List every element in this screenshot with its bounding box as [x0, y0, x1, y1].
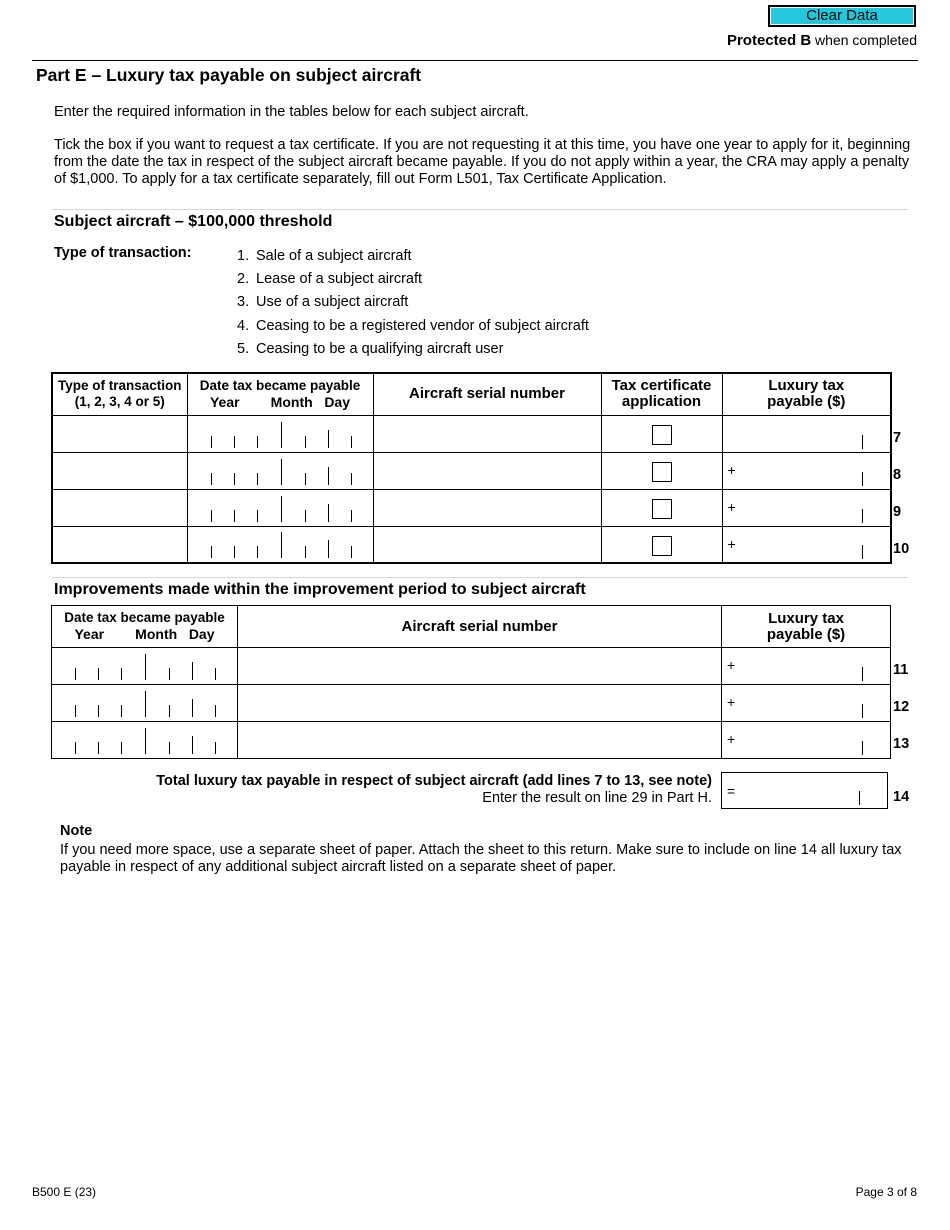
transaction-type-input[interactable]	[52, 526, 187, 563]
plus-sign: +	[727, 694, 736, 710]
table-row	[52, 526, 891, 563]
col-aircraft-serial-number: Aircraft serial number	[238, 606, 722, 648]
transaction-type-text: Ceasing to be a registered vendor of subject aircraft	[256, 317, 589, 334]
serial-number-input[interactable]	[238, 648, 722, 685]
transaction-type-input[interactable]	[52, 452, 187, 489]
cents-separator	[862, 509, 863, 523]
date-digit-separator	[169, 742, 170, 754]
plus-sign: +	[727, 461, 736, 478]
date-digit-separator	[192, 736, 193, 754]
serial-number-input[interactable]	[373, 489, 601, 526]
date-digit-separator	[215, 668, 216, 680]
date-digit-separator	[281, 459, 282, 485]
note-title: Note	[60, 823, 93, 839]
line-number: 9	[893, 504, 902, 520]
table-row	[52, 722, 891, 759]
cents-separator	[862, 741, 863, 755]
equals-sign: =	[727, 783, 736, 799]
date-digit-separator	[215, 742, 216, 754]
date-input[interactable]	[52, 685, 238, 722]
cents-separator	[862, 545, 863, 559]
date-input[interactable]	[187, 489, 373, 526]
tax-certificate-checkbox[interactable]	[652, 499, 672, 519]
part-e-intro: Enter the required information in the tables below for each subject aircraft.	[54, 104, 529, 120]
tax-certificate-cell	[601, 489, 722, 526]
line-number: 11	[893, 662, 909, 678]
col-date-tax-payable: Date tax became payable Year Month Day	[52, 606, 238, 648]
cents-separator	[862, 472, 863, 486]
clear-data-button[interactable]: Clear Data	[768, 5, 916, 27]
luxury-tax-input[interactable]	[722, 489, 891, 526]
tax-certificate-checkbox[interactable]	[652, 536, 672, 556]
tax-certificate-checkbox[interactable]	[652, 462, 672, 482]
transaction-type-text: Ceasing to be a qualifying aircraft user	[256, 340, 504, 357]
line-number: 12	[893, 699, 910, 715]
transaction-type-input[interactable]	[52, 489, 187, 526]
part-e-title: Part E – Luxury tax payable on subject aircraft	[36, 65, 422, 85]
date-digit-separator	[328, 430, 329, 448]
total-luxury-tax-input[interactable]	[721, 772, 888, 809]
date-digit-separator	[75, 705, 76, 717]
date-digit-separator	[257, 473, 258, 485]
cents-separator	[862, 435, 863, 449]
date-digit-separator	[351, 546, 352, 558]
table-row	[52, 452, 891, 489]
date-digit-separator	[211, 473, 212, 485]
cents-separator	[862, 667, 863, 681]
line-number-14: 14	[893, 789, 910, 805]
transaction-type-number: 1.	[237, 248, 250, 264]
form-code: B500 E (23)	[32, 1185, 97, 1199]
protected-b-rest: when completed	[811, 32, 917, 48]
date-digit-separator	[257, 510, 258, 522]
transaction-type-number: 5.	[237, 340, 250, 357]
protected-b-label	[727, 32, 917, 49]
date-input[interactable]	[52, 722, 238, 759]
table-row	[52, 685, 891, 722]
date-digit-separator	[145, 691, 146, 717]
date-digit-separator	[121, 705, 122, 717]
date-digit-separator	[211, 546, 212, 558]
subject-aircraft-title: Subject aircraft – $100,000 threshold	[54, 213, 333, 230]
transaction-type-item	[237, 315, 589, 338]
improvements-title: Improvements made within the improvement period to subject aircraft	[54, 581, 586, 598]
date-digit-separator	[257, 546, 258, 558]
line-number: 13	[893, 736, 910, 752]
date-input[interactable]	[187, 526, 373, 563]
date-input[interactable]	[187, 415, 373, 452]
col-aircraft-serial-number: Aircraft serial number	[373, 373, 601, 415]
section-divider	[52, 577, 908, 578]
serial-number-input[interactable]	[373, 526, 601, 563]
luxury-tax-input[interactable]	[722, 722, 891, 759]
serial-number-input[interactable]	[238, 722, 722, 759]
transaction-type-number: 3.	[237, 294, 250, 311]
date-digit-separator	[169, 668, 170, 680]
date-digit-separator	[351, 510, 352, 522]
date-digit-separator	[328, 467, 329, 485]
date-digit-separator	[145, 728, 146, 754]
table-row	[52, 415, 891, 452]
col-date-tax-payable: Date tax became payable Year Month Day	[187, 373, 373, 415]
luxury-tax-input[interactable]	[722, 648, 891, 685]
date-digit-separator	[234, 546, 235, 558]
date-digit-separator	[98, 705, 99, 717]
date-digit-separator	[351, 436, 352, 448]
date-digit-separator	[211, 510, 212, 522]
date-digit-separator	[257, 436, 258, 448]
plus-sign: +	[727, 498, 736, 515]
date-digit-separator	[328, 540, 329, 558]
serial-number-input[interactable]	[373, 415, 601, 452]
date-digit-separator	[305, 473, 306, 485]
date-digit-separator	[192, 662, 193, 680]
plus-sign: +	[727, 535, 736, 552]
cents-separator	[862, 704, 863, 718]
date-digit-separator	[281, 496, 282, 522]
col-type-of-transaction: Type of transaction (1, 2, 3, 4 or 5)	[52, 373, 187, 415]
date-digit-separator	[211, 436, 212, 448]
luxury-tax-input[interactable]	[722, 526, 891, 563]
tax-certificate-cell	[601, 452, 722, 489]
luxury-tax-input[interactable]	[722, 685, 891, 722]
tax-certificate-cell	[601, 415, 722, 452]
tax-certificate-cell	[601, 526, 722, 563]
transaction-type-item	[237, 268, 589, 291]
date-digit-separator	[121, 742, 122, 754]
date-digit-separator	[234, 473, 235, 485]
serial-number-input[interactable]	[238, 685, 722, 722]
date-digit-separator	[98, 668, 99, 680]
transaction-type-number: 4.	[237, 317, 250, 334]
line-number: 10	[893, 541, 910, 557]
line-number: 8	[893, 467, 902, 483]
note-text: If you need more space, use a separate sheet of paper. Attach the sheet to this return. Make sure to include on line 14 all luxury tax payable in respect of any additional subject aircraft listed on a separate sheet of paper.	[60, 842, 902, 875]
col-luxury-tax-payable: Luxury tax payable ($)	[722, 606, 891, 648]
date-digit-separator	[75, 742, 76, 754]
date-digit-separator	[169, 705, 170, 717]
luxury-tax-input[interactable]	[722, 415, 891, 452]
total-label	[156, 773, 712, 807]
transaction-type-item	[237, 338, 589, 361]
date-digit-separator	[145, 654, 146, 680]
table-row	[52, 489, 891, 526]
date-input[interactable]	[52, 648, 238, 685]
transaction-type-text: Use of a subject aircraft	[256, 294, 409, 311]
date-digit-separator	[281, 532, 282, 558]
date-digit-separator	[305, 436, 306, 448]
date-digit-separator	[351, 473, 352, 485]
total-label-main: Total luxury tax payable in respect of subject aircraft (add lines 7 to 13, see note)	[156, 773, 712, 789]
date-digit-separator	[121, 668, 122, 680]
date-digit-separator	[328, 504, 329, 522]
transaction-type-number: 2.	[237, 271, 250, 288]
line-number: 7	[893, 430, 902, 446]
section-divider	[52, 209, 908, 210]
page-number: Page 3 of 8	[855, 1185, 917, 1199]
date-digit-separator	[234, 436, 235, 448]
col-tax-certificate-application: Tax certificate application	[601, 373, 722, 415]
transaction-type-item	[237, 291, 589, 314]
serial-number-input[interactable]	[373, 452, 601, 489]
type-of-transaction-list	[237, 245, 589, 361]
date-digit-separator	[215, 705, 216, 717]
transaction-type-text: Sale of a subject aircraft	[256, 248, 412, 264]
plus-sign: +	[727, 731, 736, 747]
transaction-type-item	[237, 245, 589, 268]
tax-certificate-checkbox[interactable]	[652, 425, 672, 445]
header-divider	[32, 60, 918, 61]
transaction-type-text: Lease of a subject aircraft	[256, 271, 423, 288]
subject-aircraft-table	[51, 372, 892, 564]
type-of-transaction-label: Type of transaction:	[54, 245, 192, 261]
cents-separator	[859, 791, 860, 805]
transaction-type-input[interactable]	[52, 415, 187, 452]
date-digit-separator	[75, 668, 76, 680]
date-digit-separator	[98, 742, 99, 754]
date-digit-separator	[234, 510, 235, 522]
col-luxury-tax-payable: Luxury tax payable ($)	[722, 373, 891, 415]
certificate-instructions: Tick the box if you want to request a tax certificate. If you are not requesting it at this time, you have one year to apply for it, beginning from the date the tax in respect of the subject aircraft became payable. If you do not apply within a year, the CRA may apply a penalty of $1,000. To apply for a tax certificate separately, fill out Form L501, Tax Certificate Application.	[54, 137, 911, 187]
luxury-tax-input[interactable]	[722, 452, 891, 489]
table-row	[52, 648, 891, 685]
protected-b-bold: Protected B	[726, 32, 812, 49]
date-digit-separator	[305, 510, 306, 522]
date-digit-separator	[192, 699, 193, 717]
improvements-table	[51, 605, 891, 759]
date-digit-separator	[281, 422, 282, 448]
date-input[interactable]	[187, 452, 373, 489]
plus-sign: +	[727, 657, 736, 673]
date-digit-separator	[305, 546, 306, 558]
total-label-sub: Enter the result on line 29 in Part H.	[482, 790, 712, 806]
